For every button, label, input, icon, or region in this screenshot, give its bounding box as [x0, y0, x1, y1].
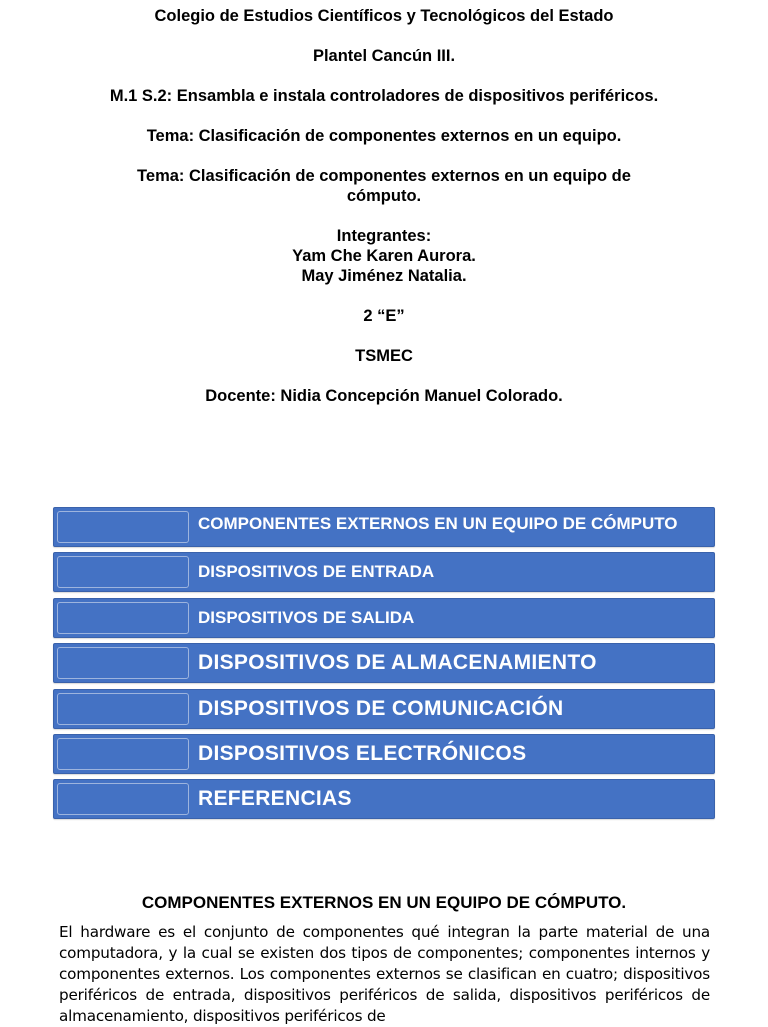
toc-item-label: REFERENCIAS [198, 787, 352, 811]
toc-item-dispositivos-comunicacion[interactable] [53, 689, 715, 729]
members-label: Integrantes: [336, 227, 432, 245]
toc-item-componentes-externos[interactable] [53, 507, 715, 547]
member-name: May Jiménez Natalia. [301, 267, 467, 285]
teacher-label: Docente: Nidia Concepción Manuel Colorado. [205, 387, 563, 405]
school-name: Colegio de Estudios Científicos y Tecnológicos del Estado [154, 7, 614, 25]
toc-item-label: DISPOSITIVOS ELECTRÓNICOS [198, 741, 527, 765]
table-of-contents [53, 507, 715, 825]
toc-item-label: DISPOSITIVOS DE ALMACENAMIENTO [198, 651, 597, 675]
toc-item-tab [57, 602, 189, 634]
section-title: COMPONENTES EXTERNOS EN UN EQUIPO DE CÓMPUTO. [141, 893, 627, 912]
campus-name: Plantel Cancún III. [312, 47, 456, 65]
toc-item-tab [57, 511, 189, 543]
toc-item-tab [57, 693, 189, 725]
group-label: 2 “E” [363, 307, 405, 325]
module-title: M.1 S.2: Ensambla e instala controladores de dispositivos periféricos. [109, 87, 659, 105]
toc-item-dispositivos-entrada[interactable] [53, 552, 715, 592]
topic-line-1: Tema: Clasificación de componentes externos en un equipo. [146, 127, 622, 145]
toc-item-tab [57, 556, 189, 588]
members-block [0, 226, 768, 286]
toc-item-tab [57, 783, 189, 815]
member-name: Yam Che Karen Aurora. [292, 247, 476, 265]
career-label: TSMEC [355, 347, 413, 365]
toc-item-label: DISPOSITIVOS DE ENTRADA [198, 562, 435, 582]
toc-item-dispositivos-salida[interactable] [53, 598, 715, 638]
toc-item-tab [57, 647, 189, 679]
topic-line-2: Tema: Clasificación de componentes externos en un equipo de cómputo. [137, 167, 631, 205]
section-body: El hardware es el conjunto de componentes qué integran la parte material de una computadora, y la cual se existen dos tipos de componentes; componentes internos y componentes externos. Los componentes externos se clasifican en cuatro; dispositivos periféricos de entrada, dispositivos periféricos de salida, dispositivos periféricos de almacenamiento, dispositivos periféricos de [59, 923, 710, 1025]
toc-item-dispositivos-electronicos[interactable] [53, 734, 715, 774]
cover-page [0, 6, 768, 426]
toc-item-referencias[interactable] [53, 779, 715, 819]
toc-item-dispositivos-almacenamiento[interactable] [53, 643, 715, 683]
toc-item-label: DISPOSITIVOS DE SALIDA [198, 607, 415, 627]
toc-item-label: DISPOSITIVOS DE COMUNICACIÓN [198, 696, 564, 720]
toc-item-tab [57, 738, 189, 770]
toc-item-label: COMPONENTES EXTERNOS EN UN EQUIPO DE CÓMPUTO [198, 514, 678, 533]
